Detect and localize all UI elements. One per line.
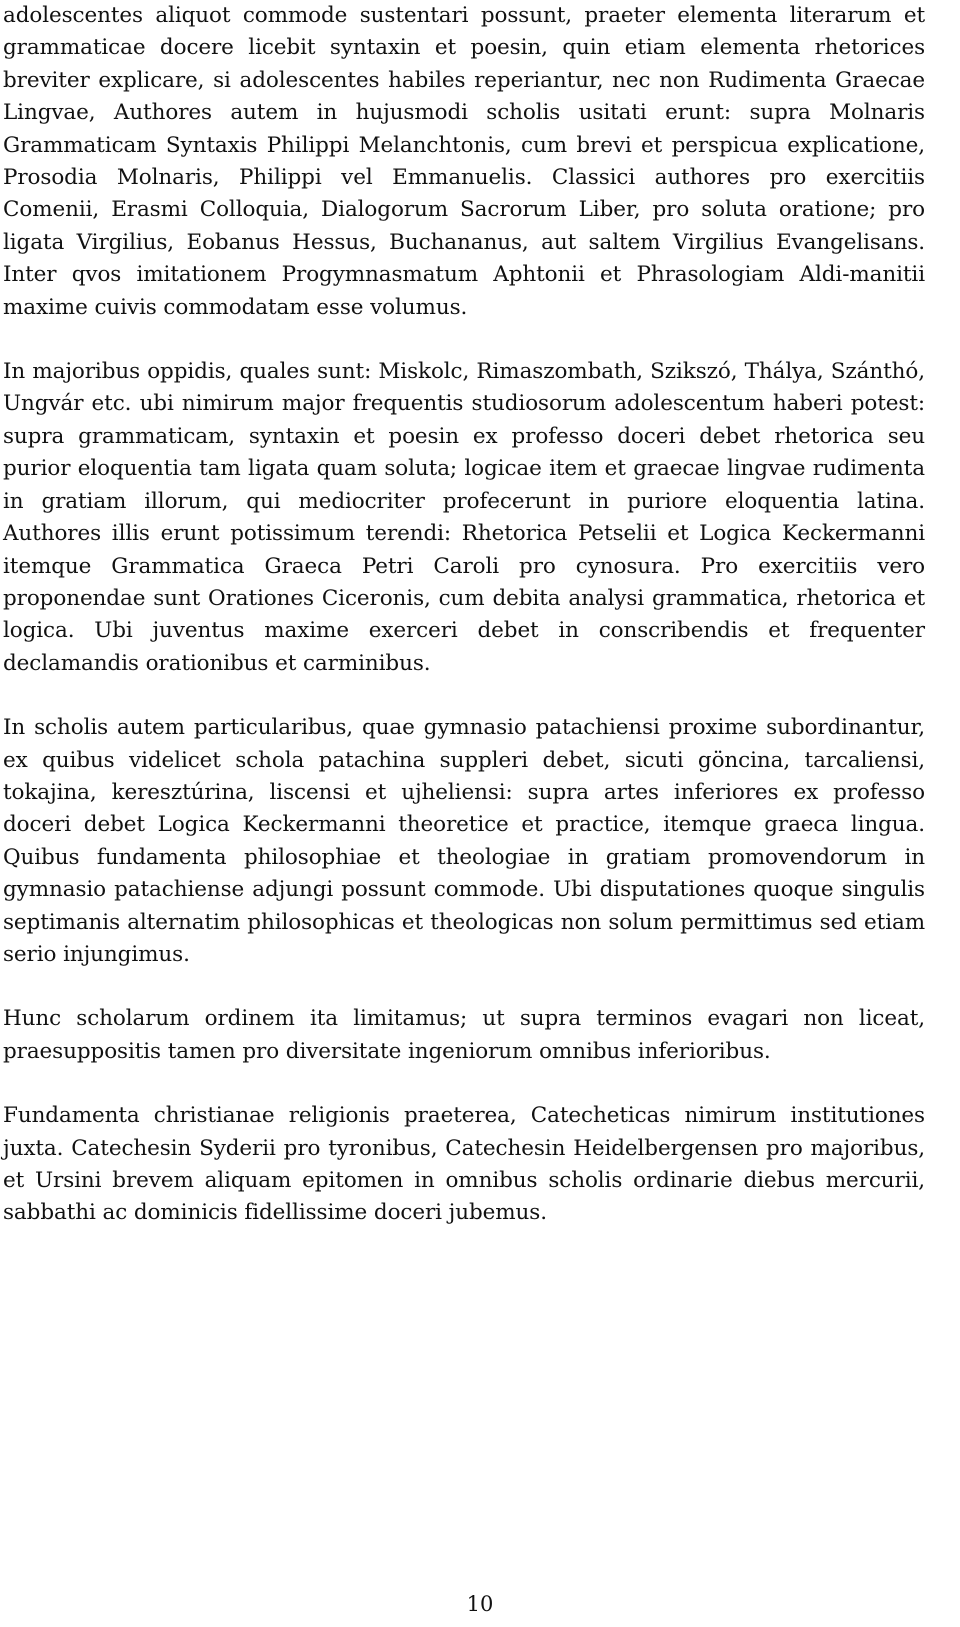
page-number: 10 (466, 1592, 494, 1616)
paragraph-1: adolescentes aliquot commode sustentari possunt, praeter elementa literarum et grammaticae docere licebit syntaxin et poesin, quin etiam elementa rhetorices breviter explicare, si adolescentes habiles reperiantur, nec non Rudimenta Graecae Lingvae, Authores autem in hujusmodi scholis usitati erunt: supra Molnaris Grammaticam Syntaxis Philippi Melanchtonis, cum brevi et perspicua explicatione, Prosodia Molnaris, Philippi vel Emmanuelis. Classici authores pro exercitiis Comenii, Erasmi Colloquia, Dialogorum Sacrorum Liber, pro soluta oratione; pro ligata Virgilius, Eobanus Hessus, Buchananus, aut saltem Virgilius Evangelisans. Inter qvos imitationem Progymnasmatum Aphtonii et Phrasologiam Aldi-manitii maxime cuivis commodatam esse volumus. (3, 3, 925, 320)
document-page (3, 0, 925, 1230)
paragraph-5: Fundamenta christianae religionis praeterea, Catecheticas nimirum institutiones juxta. Catechesin Syderii pro tyronibus, Catechesin Heidelbergensen pro majoribus, et Ursini brevem aliquam epitomen in omnibus scholis ordinarie diebus mercurii, sabbathi ac dominicis fidellissime doceri jubemus. (3, 1103, 925, 1226)
paragraph-2: In majoribus oppidis, quales sunt: Miskolc, Rimaszombath, Szikszó, Thálya, Szánthó, Ungvár etc. ubi nimirum major frequentis studiosorum adolescentum haberi potest: supra grammaticam, syntaxin et poesin ex professo doceri debet rhetorica seu purior eloquentia tam ligata quam soluta; logicae item et graecae lingvae rudimenta in gratiam illorum, qui mediocriter profecerunt in puriore eloquentia latina. Authores illis erunt potissimum terendi: Rhetorica Petselii et Logica Keckermanni itemque Grammatica Graeca Petri Caroli pro cynosura. Pro exercitiis vero proponendae sunt Orationes Ciceronis, cum debita analysi grammatica, rhetorica et logica. Ubi juventus maxime exerceri debet in conscribendis et frequenter declamandis orationibus et carminibus. (3, 359, 925, 676)
paragraph-4: Hunc scholarum ordinem ita limitamus; ut supra terminos evagari non liceat, praesuppositis tamen pro diversitate ingeniorum omnibus inferioribus. (3, 1006, 925, 1064)
paragraph-3: In scholis autem particularibus, quae gymnasio patachiensi proxime subordinantur, ex quibus videlicet schola patachina suppleri debet, sicuti göncina, tarcaliensi, tokajina, keresztúrina, liscensi et ujheliensi: supra artes inferiores ex professo doceri debet Logica Keckermanni theoretice et practice, itemque graeca lingua. Quibus fundamenta philosophiae et theologiae in gratiam promovendorum in gymnasio patachiense adjungi possunt commode. Ubi disputationes quoque singulis septimanis alternatim philosophicas et theologicas non solum permittimus sed etiam serio injungimus. (3, 715, 925, 967)
